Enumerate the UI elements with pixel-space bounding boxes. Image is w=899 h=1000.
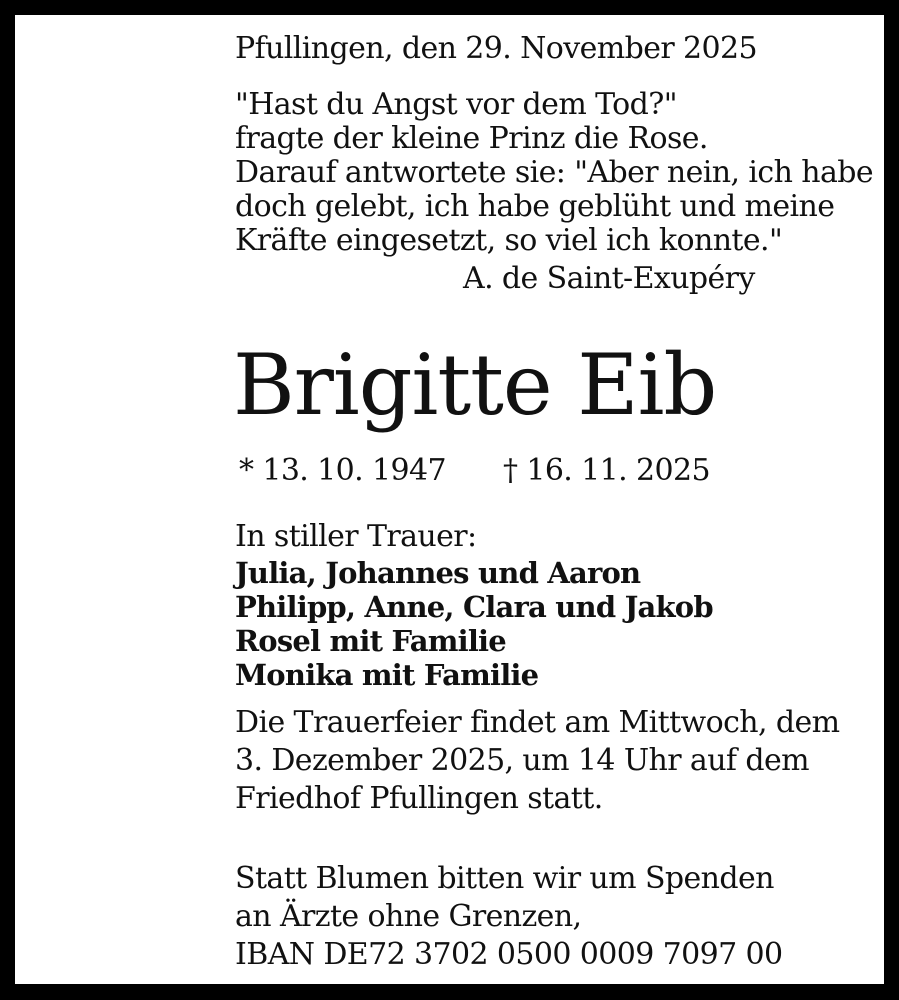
mourner-names: Rosel mit Familie [235, 624, 506, 658]
quote-line: Darauf antwortete sie: "Aber nein, ich habe [235, 155, 873, 190]
obituary-card [15, 15, 884, 984]
mourner-names: Monika mit Familie [235, 658, 539, 692]
funeral-line: Friedhof Pfullingen statt. [235, 781, 603, 816]
funeral-line: 3. Dezember 2025, um 14 Uhr auf dem [235, 743, 809, 778]
birth-date: * 13. 10. 1947 [239, 453, 446, 488]
death-date: † 16. 11. 2025 [503, 453, 710, 488]
quote-line: fragte der kleine Prinz die Rose. [235, 121, 708, 156]
mourner-names: Julia, Johannes und Aaron [235, 556, 641, 590]
donation-iban: IBAN DE72 3702 0500 0009 7097 00 [235, 937, 783, 972]
place-date: Pfullingen, den 29. November 2025 [235, 31, 757, 66]
deceased-name: Brigitte Eib [233, 336, 717, 434]
donation-line: Statt Blumen bitten wir um Spenden [235, 861, 774, 896]
donation-line: an Ärzte ohne Grenzen, [235, 899, 582, 934]
quote-line: "Hast du Angst vor dem Tod?" [235, 87, 677, 122]
quote-line: doch gelebt, ich habe geblüht und meine [235, 189, 835, 224]
quote-author: A. de Saint-Exupéry [463, 261, 755, 296]
funeral-line: Die Trauerfeier findet am Mittwoch, dem [235, 705, 840, 740]
mourners-intro: In stiller Trauer: [235, 519, 477, 554]
quote-line: Kräfte eingesetzt, so viel ich konnte." [235, 223, 783, 258]
mourner-names: Philipp, Anne, Clara und Jakob [235, 590, 713, 624]
